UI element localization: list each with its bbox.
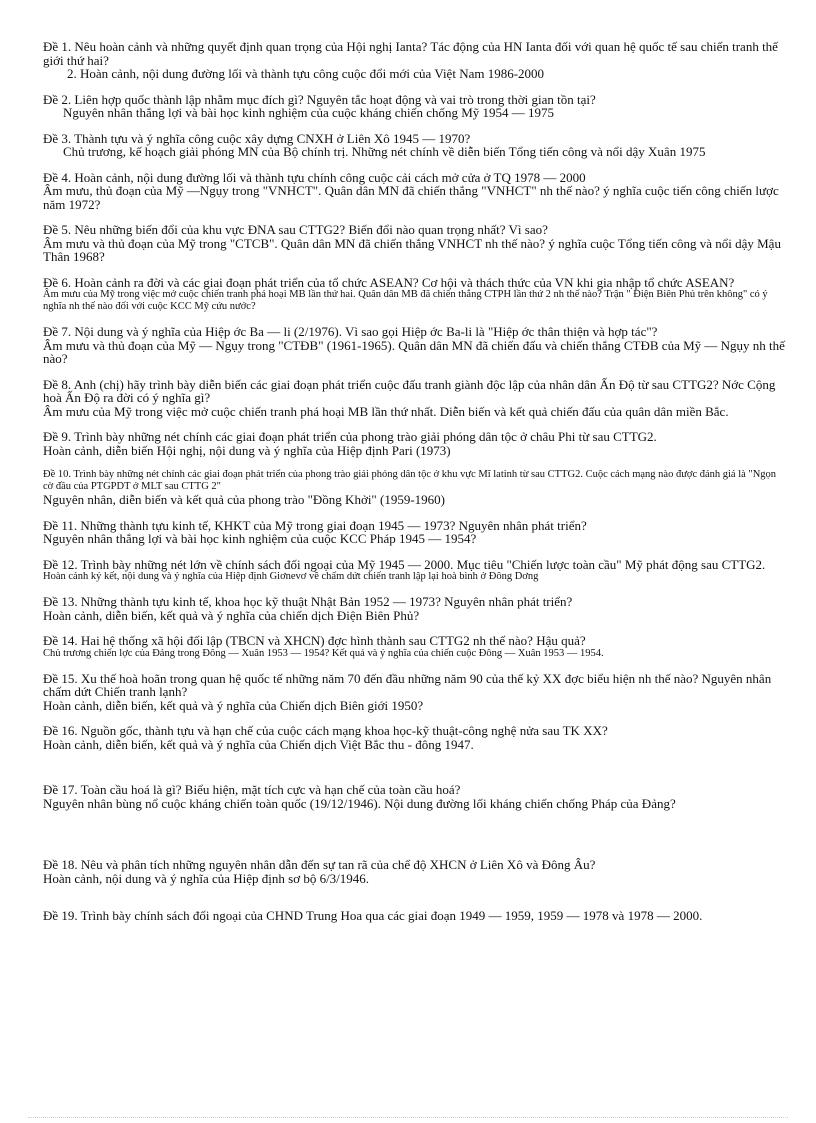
question-subtext: Âm mưu và thủ đoạn của Mỹ trong "CTCB". Quân dân MN đã chiến thắng VNHCT nh thế nào? ý nghĩa cuộc Tổng tiến công và nổi dậy Mậu Thân 1968?	[43, 235, 781, 264]
question-8	[43, 378, 788, 419]
question-subtext: Nguyên nhân bùng nổ cuộc kháng chiến toàn quốc (19/12/1946). Nội dung đường lối kháng chiến chống Pháp của Đảng?	[43, 795, 676, 811]
question-subtext: 2. Hoàn cảnh, nội dung đường lối và thành tựu công cuộc đổi mới của Việt Nam 1986-2000	[67, 66, 545, 81]
question-15	[43, 672, 788, 713]
question-17	[43, 783, 788, 810]
question-13	[43, 595, 788, 622]
question-text: Đề 2. Liên hợp quốc thành lập nhằm mục đích gì? Nguyên tắc hoạt động và vai trò trong thời gian tồn tại?	[43, 91, 596, 107]
question-text: Đề 9. Trình bày những nét chính các giai đoạn phát triển của phong trào giải phóng dân tộc ở châu Phi từ sau CTTG2.	[43, 429, 657, 444]
question-text: Đề 19. Trình bày chính sách đối ngoại của CHND Trung Hoa qua các giai đoạn 1949 — 1959, 1959 — 1978 và 1978 — 2000.	[43, 908, 703, 923]
document-page	[43, 40, 788, 935]
question-text: Đề 10. Trình bày những nét chính các giai đoạn phát triển của phong trào giải phóng dân tộc ở khu vực Mĩ latinh từ sau CTTG2. Cuộc cách mạng nào được đánh giá là "Ngọn cờ đầu của PTGPDT ở MLT sau CTTG 2"	[43, 469, 777, 492]
question-subtext: Hoàn cảnh ký kết, nội dung và ý nghĩa của Hiệp định Giơnevơ về chấm dứt chiến tranh lập lại hoà bình ở Đông Dơng	[43, 571, 539, 582]
question-subtext: Hoàn cảnh, diễn biến, kết quả và ý nghĩa của Chiến dịch Biên giới 1950?	[43, 697, 424, 713]
question-text: Đề 17. Toàn cầu hoá là gì? Biểu hiện, mặt tích cực và hạn chế của toàn cầu hoá?	[43, 782, 461, 797]
question-text: Đề 18. Nêu và phân tích những nguyên nhân dẫn đến sự tan rã của chế độ XHCN ở Liên Xô và Đông Âu?	[43, 857, 596, 872]
question-subtext: Nguyên nhân, diễn biến và kết quả của phong trào "Đồng Khởi" (1959-1960)	[43, 492, 445, 507]
question-2	[43, 93, 788, 120]
page-bottom-divider	[28, 1117, 788, 1118]
question-5	[43, 223, 788, 264]
question-subtext: Nguyên nhân thắng lợi và bài học kinh nghiệm của cuộc KCC Pháp 1945 — 1954?	[43, 531, 477, 546]
question-12	[43, 558, 788, 584]
question-subtext: Âm mưu của Mỹ trong việc mở cuộc chiến tranh phá hoại MB lần thứ hai. Quân dân MB đã chiến thắng CTPH lần thứ 2 nh thế nào? Trận " Điện Biên Phủ trên không" có ý nghĩa nh thế nào đối với cuộc KCC Mỹ cứu nước?	[43, 289, 768, 312]
question-6	[43, 276, 788, 314]
question-subtext: Hoàn cảnh, nội dung và ý nghĩa của Hiệp định sơ bộ 6/3/1946.	[43, 870, 370, 886]
question-subtext: Hoàn cảnh, diễn biến, kết quả và ý nghĩa của chiến dịch Điện Biên Phủ?	[43, 607, 420, 623]
question-subtext: Nguyên nhân thắng lợi và bài học kinh nghiệm của cuộc kháng chiến chống Mỹ 1954 — 1975	[63, 105, 555, 120]
question-text: Đề 6. Hoàn cảnh ra đời và các giai đoạn phát triển của tổ chức ASEAN? Cơ hội và thách thức của VN khi gia nhập tổ chức ASEAN?	[43, 274, 735, 290]
question-text: Đề 16. Nguồn gốc, thành tựu và hạn chế của cuộc cách mạng khoa học-kỹ thuật-công nghệ nửa sau TK XX?	[43, 723, 608, 738]
question-subtext: Âm mưu, thủ đoạn của Mỹ —Ngụy trong "VNHCT". Quân dân MN đã chiến thắng "VNHCT" nh thế nào? ý nghĩa cuộc tiến công chiến lược năm 1972?	[43, 183, 779, 212]
question-subtext: Hoàn cảnh, diễn biến, kết quả và ý nghĩa của Chiến dịch Việt Bắc thu - đông 1947.	[43, 736, 474, 752]
question-subtext: Hoàn cảnh, diễn biến Hội nghị, nội dung và ý nghĩa của Hiệp định Pari (1973)	[43, 442, 451, 458]
question-text: Đề 5. Nêu những biến đổi của khu vực ĐNA sau CTTG2? Biến đổi nào quan trọng nhất? Vì sao?	[43, 222, 548, 237]
question-text: Đề 4. Hoàn cảnh, nội dung đường lối và thành tựu chính công cuộc cải cách mở cửa ở TQ 1978 — 2000	[43, 169, 586, 185]
question-text: Đề 13. Những thành tựu kinh tế, khoa học kỹ thuật Nhật Bản 1952 — 1973? Nguyên nhân phát triển?	[43, 594, 573, 609]
question-14	[43, 634, 788, 660]
question-7	[43, 325, 788, 366]
question-18	[43, 858, 788, 885]
question-text: Đề 7. Nội dung và ý nghĩa của Hiệp ớc Ba — li (2/1976). Vì sao gọi Hiệp ớc Ba-li là "Hiệp ớc thân thiện và hợp tác"?	[43, 324, 658, 339]
question-subtext: Chủ trương chiến lợc của Đảng trong Đông — Xuân 1953 — 1954? Kết quả và ý nghĩa của chiến cuộc Đông — Xuân 1953 — 1954.	[43, 647, 604, 659]
question-subtext: Âm mưu của Mỹ trong việc mở cuộc chiến tranh phá hoại MB lần thứ nhất. Diễn biến và kết quả chiến đấu của quân dân miền Bắc.	[43, 403, 729, 419]
question-text: Đề 8. Anh (chị) hãy trình bày diễn biến các giai đoạn phát triển cuộc đấu tranh giành độc lập của nhân dân Ấn Độ từ sau CTTG2? Nớc Cộng hoà Ấn Độ ra đời có ý nghĩa gì?	[43, 376, 776, 405]
question-4	[43, 171, 788, 212]
question-text: Đề 14. Hai hệ thống xã hội đối lập (TBCN và XHCN) đợc hình thành sau CTTG2 nh thế nào? Hậu quả?	[43, 633, 586, 648]
question-text: Đề 11. Những thành tựu kinh tế, KHKT của Mỹ trong giai đoạn 1945 — 1973? Nguyên nhân phát triển?	[43, 517, 587, 533]
question-text: Đề 3. Thành tựu và ý nghĩa công cuộc xây dựng CNXH ở Liên Xô 1945 — 1970?	[43, 130, 471, 146]
question-11	[43, 519, 788, 546]
question-text: Đề 12. Trình bày những nét lớn về chính sách đối ngoại của Mỹ 1945 — 2000. Mục tiêu "Chiến lược toàn cầu" Mỹ phát động sau CTTG2.	[43, 556, 766, 572]
question-19	[43, 909, 788, 923]
question-text: Đề 15. Xu thế hoà hoãn trong quan hệ quốc tế những năm 70 đến đầu những năm 90 của thế kỷ XX đợc biểu hiện nh thế nào? Nguyên nhân chấm dứt Chiến tranh lạnh?	[43, 670, 772, 699]
question-subtext: Chủ trương, kế hoạch giải phóng MN của Bộ chính trị. Những nét chính về diễn biến Tổng tiến công và nổi dậy Xuân 1975	[63, 144, 706, 159]
question-16	[43, 724, 788, 751]
question-text: Đề 1. Nêu hoàn cảnh và những quyết định quan trọng của Hội nghị Ianta? Tác động của HN Ianta đối với quan hệ quốc tế sau chiến tranh thế giới thứ hai?	[43, 39, 778, 68]
question-subtext: Âm mưu và thủ đoạn của Mỹ — Ngụy trong "CTĐB" (1961-1965). Quân dân MN đã chiến đấu và chiến thắng CTĐB của Mỹ — Ngụy nh thế nào?	[43, 337, 785, 366]
question-10	[43, 469, 788, 507]
question-9	[43, 430, 788, 457]
question-3	[43, 132, 788, 159]
question-1	[43, 40, 788, 81]
